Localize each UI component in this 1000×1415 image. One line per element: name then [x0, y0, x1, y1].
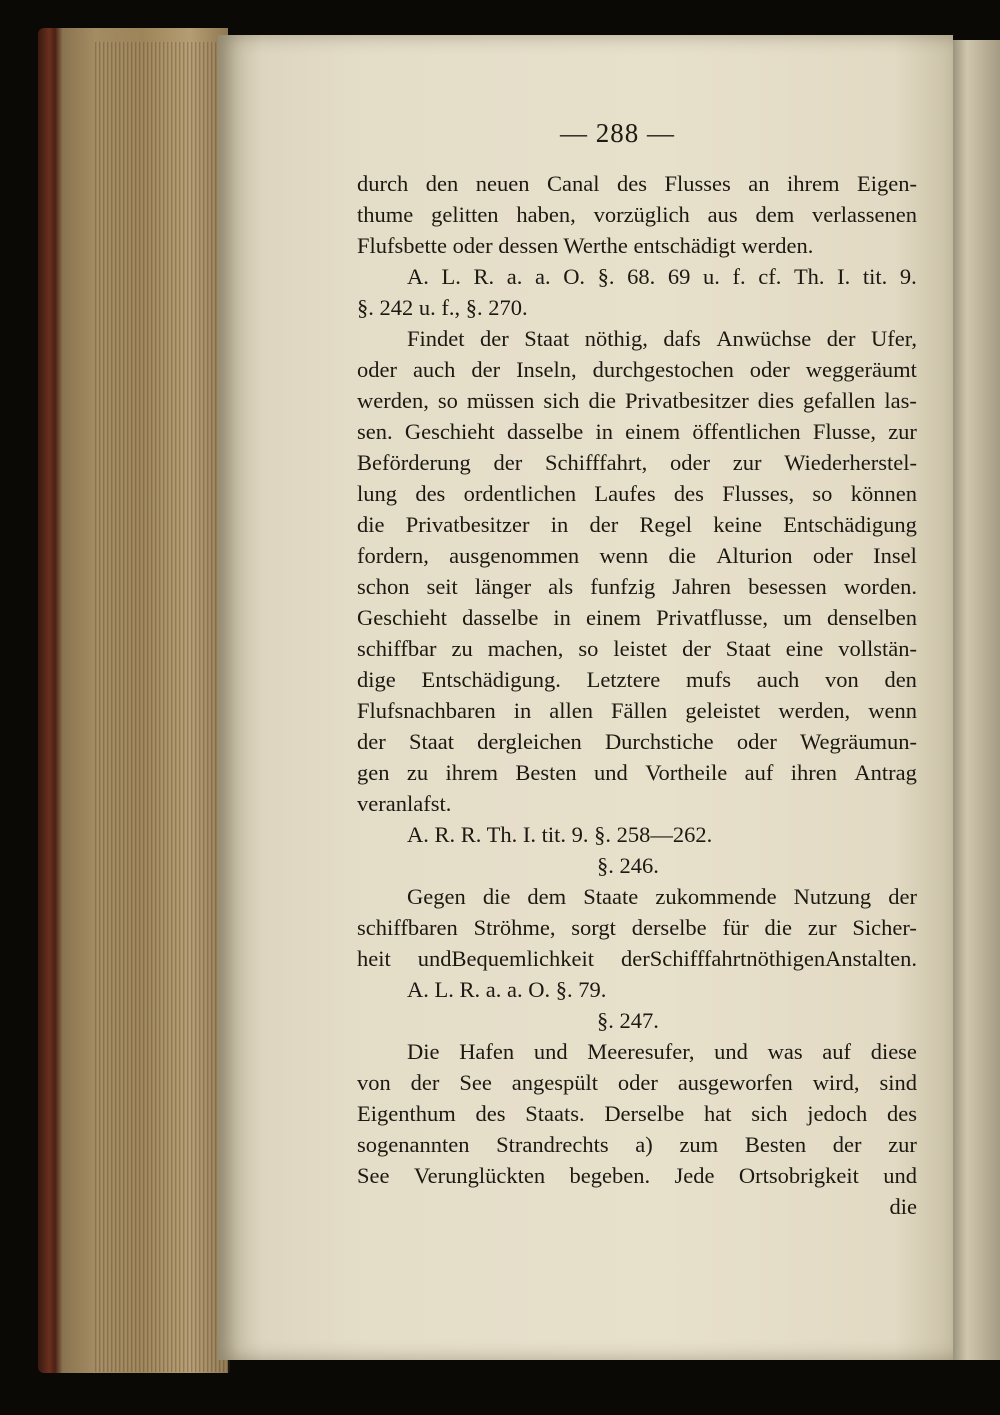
text-line: Flufsnachbaren in allen Fällen geleistet werden, wenn	[357, 698, 917, 723]
text-line: schiffbar zu machen, so leistet der Staat eine vollstän-	[357, 636, 917, 661]
text-line: lung des ordentlichen Laufes des Flusses, so können	[357, 481, 917, 506]
text-line: A. L. R. a. a. O. §. 68. 69 u. f. cf. Th. I. tit. 9.	[407, 264, 917, 289]
text-line: schiffbaren Ströhme, sorgt derselbe für die zur Sicher-	[357, 915, 917, 940]
text-line: Gegen die dem Staate zukommende Nutzung der	[407, 884, 917, 909]
text-line: gen zu ihrem Besten und Vortheile auf ihren Antrag	[357, 760, 917, 785]
page-number: — 288 —	[560, 118, 675, 148]
text-line: oder auch der Inseln, durchgestochen oder weggeräumt	[357, 357, 917, 382]
facing-page-edge	[945, 40, 1000, 1360]
text-line: A. L. R. a. a. O. §. 79.	[407, 977, 607, 1002]
text-line: werden, so müssen sich die Privatbesitzer dies gefallen las-	[357, 388, 917, 413]
text-line: von der See angespült oder ausgeworfen wird, sind	[357, 1070, 917, 1095]
text-line: die	[889, 1194, 917, 1219]
text-line: §. 247.	[597, 1008, 659, 1033]
text-line: fordern, ausgenommen wenn die Alturion oder Insel	[357, 543, 917, 568]
text-line: die Privatbesitzer in der Regel keine Entschädigung	[357, 512, 917, 537]
text-line: dige Entschädigung. Letztere mufs auch von den	[357, 667, 917, 692]
text-line: der Staat dergleichen Durchstiche oder Wegräumun-	[357, 729, 917, 754]
text-line: See Verunglückten begeben. Jede Ortsobrigkeit und	[357, 1163, 917, 1188]
text-line: durch den neuen Canal des Flusses an ihrem Eigen-	[357, 171, 917, 196]
text-line: sen. Geschieht dasselbe in einem öffentlichen Flusse, zur	[357, 419, 917, 444]
text-line: sogenannten Strandrechts a) zum Besten der zur	[357, 1132, 917, 1157]
text-line: Geschieht dasselbe in einem Privatflusse, um denselben	[357, 605, 917, 630]
body-text	[357, 168, 917, 1222]
page-edges	[95, 42, 230, 1372]
text-line: §. 242 u. f., §. 270.	[357, 295, 528, 320]
text-line: schon seit länger als funfzig Jahren besessen worden.	[357, 574, 917, 599]
text-line: Eigenthum des Staats. Derselbe hat sich jedoch des	[357, 1101, 917, 1126]
text-line: Flufsbette oder dessen Werthe entschädigt werden.	[357, 233, 814, 258]
text-line: A. R. R. Th. I. tit. 9. §. 258—262.	[407, 822, 713, 847]
text-line: veranlafst.	[357, 791, 452, 816]
text-line: thume gelitten haben, vorzüglich aus dem verlassenen	[357, 202, 917, 227]
text-line: §. 246.	[597, 853, 659, 878]
text-line: heit undBequemlichkeit derSchifffahrtnöthigenAnstalten.	[357, 946, 917, 971]
text-line: Beförderung der Schifffahrt, oder zur Wiederherstel-	[357, 450, 917, 475]
text-line: Findet der Staat nöthig, dafs Anwüchse der Ufer,	[407, 326, 917, 351]
text-line: Die Hafen und Meeresufer, und was auf diese	[407, 1039, 917, 1064]
